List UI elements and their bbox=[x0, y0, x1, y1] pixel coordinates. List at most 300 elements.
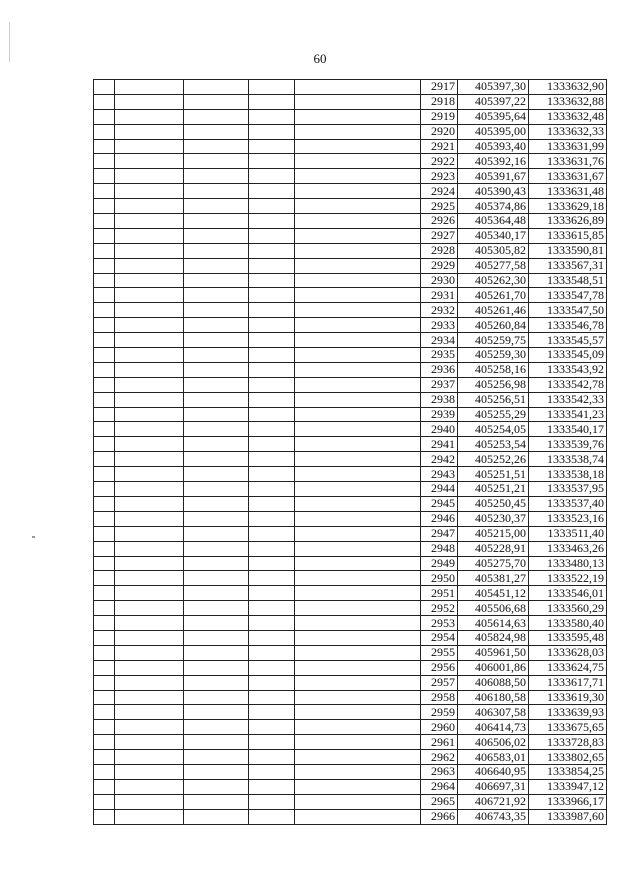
point-number-cell: 2959 bbox=[421, 705, 458, 720]
empty-cell bbox=[295, 482, 421, 497]
x-coordinate-cell: 405395,64 bbox=[458, 109, 529, 124]
empty-cell bbox=[295, 541, 421, 556]
y-coordinate-cell: 1333631,67 bbox=[529, 169, 607, 184]
table-row bbox=[94, 586, 607, 601]
empty-cell bbox=[184, 80, 249, 95]
empty-cell bbox=[295, 660, 421, 675]
x-coordinate-cell: 405391,67 bbox=[458, 169, 529, 184]
empty-cell bbox=[115, 422, 184, 437]
empty-cell bbox=[249, 809, 295, 824]
y-coordinate-cell: 1333854,25 bbox=[529, 764, 607, 779]
empty-cell bbox=[184, 169, 249, 184]
y-coordinate-cell: 1333523,16 bbox=[529, 511, 607, 526]
point-number-cell: 2944 bbox=[421, 482, 458, 497]
x-coordinate-cell: 405961,50 bbox=[458, 645, 529, 660]
empty-cell bbox=[184, 348, 249, 363]
point-number-cell: 2948 bbox=[421, 541, 458, 556]
point-number-cell: 2963 bbox=[421, 764, 458, 779]
table-row bbox=[94, 184, 607, 199]
y-coordinate-cell: 1333617,71 bbox=[529, 675, 607, 690]
empty-cell bbox=[94, 422, 115, 437]
table-row bbox=[94, 362, 607, 377]
table-row bbox=[94, 392, 607, 407]
empty-cell bbox=[115, 690, 184, 705]
x-coordinate-cell: 406721,92 bbox=[458, 794, 529, 809]
empty-cell bbox=[249, 586, 295, 601]
empty-cell bbox=[115, 124, 184, 139]
empty-cell bbox=[94, 675, 115, 690]
table-row bbox=[94, 154, 607, 169]
empty-cell bbox=[249, 750, 295, 765]
x-coordinate-cell: 406180,58 bbox=[458, 690, 529, 705]
empty-cell bbox=[249, 362, 295, 377]
empty-cell bbox=[184, 482, 249, 497]
x-coordinate-cell: 405392,16 bbox=[458, 154, 529, 169]
empty-cell bbox=[94, 452, 115, 467]
y-coordinate-cell: 1333631,76 bbox=[529, 154, 607, 169]
empty-cell bbox=[249, 243, 295, 258]
empty-cell bbox=[184, 779, 249, 794]
empty-cell bbox=[249, 705, 295, 720]
x-coordinate-cell: 405258,16 bbox=[458, 362, 529, 377]
empty-cell bbox=[295, 139, 421, 154]
table-row bbox=[94, 124, 607, 139]
y-coordinate-cell: 1333542,33 bbox=[529, 392, 607, 407]
empty-cell bbox=[115, 809, 184, 824]
empty-cell bbox=[94, 779, 115, 794]
empty-cell bbox=[184, 288, 249, 303]
point-number-cell: 2933 bbox=[421, 318, 458, 333]
point-number-cell: 2941 bbox=[421, 437, 458, 452]
y-coordinate-cell: 1333632,88 bbox=[529, 94, 607, 109]
empty-cell bbox=[94, 273, 115, 288]
empty-cell bbox=[249, 333, 295, 348]
empty-cell bbox=[184, 511, 249, 526]
empty-cell bbox=[184, 660, 249, 675]
x-coordinate-cell: 405251,51 bbox=[458, 467, 529, 482]
empty-cell bbox=[249, 273, 295, 288]
empty-cell bbox=[94, 288, 115, 303]
x-coordinate-cell: 405614,63 bbox=[458, 616, 529, 631]
y-coordinate-cell: 1333675,65 bbox=[529, 720, 607, 735]
empty-cell bbox=[94, 616, 115, 631]
empty-cell bbox=[184, 735, 249, 750]
point-number-cell: 2934 bbox=[421, 333, 458, 348]
empty-cell bbox=[94, 169, 115, 184]
x-coordinate-cell: 405390,43 bbox=[458, 184, 529, 199]
point-number-cell: 2966 bbox=[421, 809, 458, 824]
empty-cell bbox=[115, 645, 184, 660]
empty-cell bbox=[249, 496, 295, 511]
x-coordinate-cell: 406001,86 bbox=[458, 660, 529, 675]
table-row bbox=[94, 541, 607, 556]
empty-cell bbox=[184, 184, 249, 199]
empty-cell bbox=[184, 94, 249, 109]
x-coordinate-cell: 405254,05 bbox=[458, 422, 529, 437]
empty-cell bbox=[295, 273, 421, 288]
x-coordinate-cell: 405393,40 bbox=[458, 139, 529, 154]
empty-cell bbox=[94, 750, 115, 765]
empty-cell bbox=[295, 80, 421, 95]
table-row bbox=[94, 526, 607, 541]
empty-cell bbox=[184, 258, 249, 273]
empty-cell bbox=[115, 318, 184, 333]
empty-cell bbox=[249, 630, 295, 645]
empty-cell bbox=[249, 199, 295, 214]
empty-cell bbox=[184, 809, 249, 824]
point-number-cell: 2955 bbox=[421, 645, 458, 660]
empty-cell bbox=[295, 303, 421, 318]
empty-cell bbox=[115, 764, 184, 779]
empty-cell bbox=[295, 318, 421, 333]
empty-cell bbox=[94, 228, 115, 243]
y-coordinate-cell: 1333547,78 bbox=[529, 288, 607, 303]
empty-cell bbox=[295, 422, 421, 437]
point-number-cell: 2957 bbox=[421, 675, 458, 690]
point-number-cell: 2937 bbox=[421, 377, 458, 392]
table-row bbox=[94, 660, 607, 675]
y-coordinate-cell: 1333545,09 bbox=[529, 348, 607, 363]
empty-cell bbox=[249, 124, 295, 139]
table-row bbox=[94, 377, 607, 392]
y-coordinate-cell: 1333567,31 bbox=[529, 258, 607, 273]
empty-cell bbox=[295, 675, 421, 690]
empty-cell bbox=[249, 452, 295, 467]
scan-artifact-dot bbox=[32, 536, 35, 538]
point-number-cell: 2953 bbox=[421, 616, 458, 631]
empty-cell bbox=[115, 109, 184, 124]
empty-cell bbox=[184, 496, 249, 511]
point-number-cell: 2962 bbox=[421, 750, 458, 765]
empty-cell bbox=[115, 258, 184, 273]
empty-cell bbox=[94, 526, 115, 541]
empty-cell bbox=[184, 452, 249, 467]
point-number-cell: 2954 bbox=[421, 630, 458, 645]
point-number-cell: 2925 bbox=[421, 199, 458, 214]
point-number-cell: 2947 bbox=[421, 526, 458, 541]
empty-cell bbox=[115, 526, 184, 541]
table-row bbox=[94, 675, 607, 690]
table-row bbox=[94, 690, 607, 705]
empty-cell bbox=[115, 601, 184, 616]
point-number-cell: 2946 bbox=[421, 511, 458, 526]
empty-cell bbox=[249, 601, 295, 616]
empty-cell bbox=[184, 422, 249, 437]
empty-cell bbox=[295, 511, 421, 526]
empty-cell bbox=[184, 318, 249, 333]
y-coordinate-cell: 1333626,89 bbox=[529, 214, 607, 229]
x-coordinate-cell: 406583,01 bbox=[458, 750, 529, 765]
empty-cell bbox=[94, 556, 115, 571]
point-number-cell: 2956 bbox=[421, 660, 458, 675]
y-coordinate-cell: 1333542,78 bbox=[529, 377, 607, 392]
empty-cell bbox=[115, 80, 184, 95]
empty-cell bbox=[184, 645, 249, 660]
empty-cell bbox=[115, 660, 184, 675]
y-coordinate-cell: 1333590,81 bbox=[529, 243, 607, 258]
empty-cell bbox=[184, 675, 249, 690]
empty-cell bbox=[94, 199, 115, 214]
x-coordinate-cell: 405255,29 bbox=[458, 407, 529, 422]
empty-cell bbox=[295, 750, 421, 765]
empty-cell bbox=[115, 720, 184, 735]
y-coordinate-cell: 1333580,40 bbox=[529, 616, 607, 631]
empty-cell bbox=[184, 571, 249, 586]
empty-cell bbox=[115, 94, 184, 109]
empty-cell bbox=[94, 109, 115, 124]
empty-cell bbox=[295, 616, 421, 631]
empty-cell bbox=[115, 705, 184, 720]
table-row bbox=[94, 750, 607, 765]
empty-cell bbox=[249, 184, 295, 199]
table-row bbox=[94, 511, 607, 526]
x-coordinate-cell: 406743,35 bbox=[458, 809, 529, 824]
empty-cell bbox=[295, 392, 421, 407]
empty-cell bbox=[94, 94, 115, 109]
empty-cell bbox=[94, 482, 115, 497]
point-number-cell: 2924 bbox=[421, 184, 458, 199]
empty-cell bbox=[94, 571, 115, 586]
coordinates-table-body bbox=[94, 80, 607, 825]
point-number-cell: 2940 bbox=[421, 422, 458, 437]
empty-cell bbox=[249, 467, 295, 482]
empty-cell bbox=[295, 630, 421, 645]
empty-cell bbox=[94, 243, 115, 258]
empty-cell bbox=[295, 109, 421, 124]
y-coordinate-cell: 1333595,48 bbox=[529, 630, 607, 645]
empty-cell bbox=[295, 94, 421, 109]
empty-cell bbox=[94, 437, 115, 452]
table-row bbox=[94, 735, 607, 750]
empty-cell bbox=[115, 586, 184, 601]
point-number-cell: 2926 bbox=[421, 214, 458, 229]
empty-cell bbox=[295, 645, 421, 660]
point-number-cell: 2958 bbox=[421, 690, 458, 705]
empty-cell bbox=[115, 616, 184, 631]
empty-cell bbox=[184, 541, 249, 556]
empty-cell bbox=[115, 750, 184, 765]
point-number-cell: 2927 bbox=[421, 228, 458, 243]
x-coordinate-cell: 406697,31 bbox=[458, 779, 529, 794]
table-row bbox=[94, 452, 607, 467]
y-coordinate-cell: 1333632,33 bbox=[529, 124, 607, 139]
empty-cell bbox=[249, 541, 295, 556]
y-coordinate-cell: 1333987,60 bbox=[529, 809, 607, 824]
table-row bbox=[94, 407, 607, 422]
x-coordinate-cell: 405824,98 bbox=[458, 630, 529, 645]
empty-cell bbox=[249, 228, 295, 243]
x-coordinate-cell: 405397,30 bbox=[458, 80, 529, 95]
x-coordinate-cell: 405215,00 bbox=[458, 526, 529, 541]
empty-cell bbox=[184, 750, 249, 765]
empty-cell bbox=[94, 139, 115, 154]
x-coordinate-cell: 406307,58 bbox=[458, 705, 529, 720]
empty-cell bbox=[115, 139, 184, 154]
empty-cell bbox=[184, 243, 249, 258]
point-number-cell: 2949 bbox=[421, 556, 458, 571]
empty-cell bbox=[295, 794, 421, 809]
empty-cell bbox=[94, 467, 115, 482]
empty-cell bbox=[115, 273, 184, 288]
y-coordinate-cell: 1333615,85 bbox=[529, 228, 607, 243]
x-coordinate-cell: 405260,84 bbox=[458, 318, 529, 333]
y-coordinate-cell: 1333547,50 bbox=[529, 303, 607, 318]
point-number-cell: 2928 bbox=[421, 243, 458, 258]
y-coordinate-cell: 1333480,13 bbox=[529, 556, 607, 571]
y-coordinate-cell: 1333538,74 bbox=[529, 452, 607, 467]
y-coordinate-cell: 1333966,17 bbox=[529, 794, 607, 809]
table-row bbox=[94, 333, 607, 348]
empty-cell bbox=[94, 601, 115, 616]
point-number-cell: 2964 bbox=[421, 779, 458, 794]
x-coordinate-cell: 405381,27 bbox=[458, 571, 529, 586]
y-coordinate-cell: 1333548,51 bbox=[529, 273, 607, 288]
empty-cell bbox=[115, 794, 184, 809]
empty-cell bbox=[249, 571, 295, 586]
empty-cell bbox=[184, 586, 249, 601]
empty-cell bbox=[249, 526, 295, 541]
empty-cell bbox=[295, 258, 421, 273]
empty-cell bbox=[94, 586, 115, 601]
empty-cell bbox=[94, 645, 115, 660]
y-coordinate-cell: 1333539,76 bbox=[529, 437, 607, 452]
x-coordinate-cell: 405397,22 bbox=[458, 94, 529, 109]
x-coordinate-cell: 405340,17 bbox=[458, 228, 529, 243]
empty-cell bbox=[249, 675, 295, 690]
empty-cell bbox=[94, 154, 115, 169]
empty-cell bbox=[115, 214, 184, 229]
empty-cell bbox=[115, 541, 184, 556]
table-row bbox=[94, 720, 607, 735]
y-coordinate-cell: 1333538,18 bbox=[529, 467, 607, 482]
point-number-cell: 2952 bbox=[421, 601, 458, 616]
y-coordinate-cell: 1333522,19 bbox=[529, 571, 607, 586]
table-row bbox=[94, 496, 607, 511]
empty-cell bbox=[249, 377, 295, 392]
empty-cell bbox=[115, 735, 184, 750]
empty-cell bbox=[295, 690, 421, 705]
table-row bbox=[94, 80, 607, 95]
empty-cell bbox=[115, 392, 184, 407]
empty-cell bbox=[94, 258, 115, 273]
empty-cell bbox=[115, 675, 184, 690]
table-row bbox=[94, 556, 607, 571]
x-coordinate-cell: 405256,98 bbox=[458, 377, 529, 392]
table-row bbox=[94, 467, 607, 482]
empty-cell bbox=[249, 690, 295, 705]
point-number-cell: 2931 bbox=[421, 288, 458, 303]
empty-cell bbox=[295, 154, 421, 169]
empty-cell bbox=[94, 735, 115, 750]
empty-cell bbox=[115, 377, 184, 392]
empty-cell bbox=[115, 630, 184, 645]
empty-cell bbox=[295, 571, 421, 586]
table-row bbox=[94, 601, 607, 616]
empty-cell bbox=[94, 124, 115, 139]
empty-cell bbox=[249, 511, 295, 526]
empty-cell bbox=[184, 690, 249, 705]
point-number-cell: 2960 bbox=[421, 720, 458, 735]
x-coordinate-cell: 405374,86 bbox=[458, 199, 529, 214]
x-coordinate-cell: 405277,58 bbox=[458, 258, 529, 273]
y-coordinate-cell: 1333632,48 bbox=[529, 109, 607, 124]
empty-cell bbox=[184, 556, 249, 571]
table-row bbox=[94, 348, 607, 363]
x-coordinate-cell: 405262,30 bbox=[458, 273, 529, 288]
empty-cell bbox=[115, 779, 184, 794]
empty-cell bbox=[295, 333, 421, 348]
y-coordinate-cell: 1333947,12 bbox=[529, 779, 607, 794]
empty-cell bbox=[295, 735, 421, 750]
empty-cell bbox=[295, 809, 421, 824]
empty-cell bbox=[115, 303, 184, 318]
x-coordinate-cell: 405250,45 bbox=[458, 496, 529, 511]
empty-cell bbox=[184, 601, 249, 616]
table-row bbox=[94, 273, 607, 288]
empty-cell bbox=[184, 526, 249, 541]
empty-cell bbox=[249, 645, 295, 660]
empty-cell bbox=[295, 720, 421, 735]
y-coordinate-cell: 1333560,29 bbox=[529, 601, 607, 616]
empty-cell bbox=[115, 511, 184, 526]
point-number-cell: 2932 bbox=[421, 303, 458, 318]
empty-cell bbox=[184, 214, 249, 229]
empty-cell bbox=[184, 228, 249, 243]
empty-cell bbox=[249, 94, 295, 109]
y-coordinate-cell: 1333537,95 bbox=[529, 482, 607, 497]
empty-cell bbox=[249, 482, 295, 497]
empty-cell bbox=[94, 690, 115, 705]
empty-cell bbox=[115, 154, 184, 169]
empty-cell bbox=[94, 184, 115, 199]
x-coordinate-cell: 405506,68 bbox=[458, 601, 529, 616]
table-row bbox=[94, 94, 607, 109]
table-row bbox=[94, 258, 607, 273]
empty-cell bbox=[249, 348, 295, 363]
empty-cell bbox=[295, 243, 421, 258]
table-row bbox=[94, 109, 607, 124]
empty-cell bbox=[184, 392, 249, 407]
empty-cell bbox=[295, 362, 421, 377]
empty-cell bbox=[249, 154, 295, 169]
point-number-cell: 2923 bbox=[421, 169, 458, 184]
empty-cell bbox=[295, 705, 421, 720]
y-coordinate-cell: 1333543,92 bbox=[529, 362, 607, 377]
empty-cell bbox=[115, 556, 184, 571]
empty-cell bbox=[184, 764, 249, 779]
y-coordinate-cell: 1333511,40 bbox=[529, 526, 607, 541]
point-number-cell: 2951 bbox=[421, 586, 458, 601]
y-coordinate-cell: 1333632,90 bbox=[529, 80, 607, 95]
empty-cell bbox=[94, 318, 115, 333]
point-number-cell: 2965 bbox=[421, 794, 458, 809]
point-number-cell: 2945 bbox=[421, 496, 458, 511]
point-number-cell: 2918 bbox=[421, 94, 458, 109]
x-coordinate-cell: 405261,70 bbox=[458, 288, 529, 303]
empty-cell bbox=[94, 362, 115, 377]
point-number-cell: 2943 bbox=[421, 467, 458, 482]
empty-cell bbox=[295, 348, 421, 363]
x-coordinate-cell: 405228,91 bbox=[458, 541, 529, 556]
point-number-cell: 2936 bbox=[421, 362, 458, 377]
empty-cell bbox=[184, 705, 249, 720]
x-coordinate-cell: 405230,37 bbox=[458, 511, 529, 526]
y-coordinate-cell: 1333624,75 bbox=[529, 660, 607, 675]
empty-cell bbox=[115, 199, 184, 214]
empty-cell bbox=[94, 660, 115, 675]
y-coordinate-cell: 1333631,99 bbox=[529, 139, 607, 154]
empty-cell bbox=[295, 467, 421, 482]
